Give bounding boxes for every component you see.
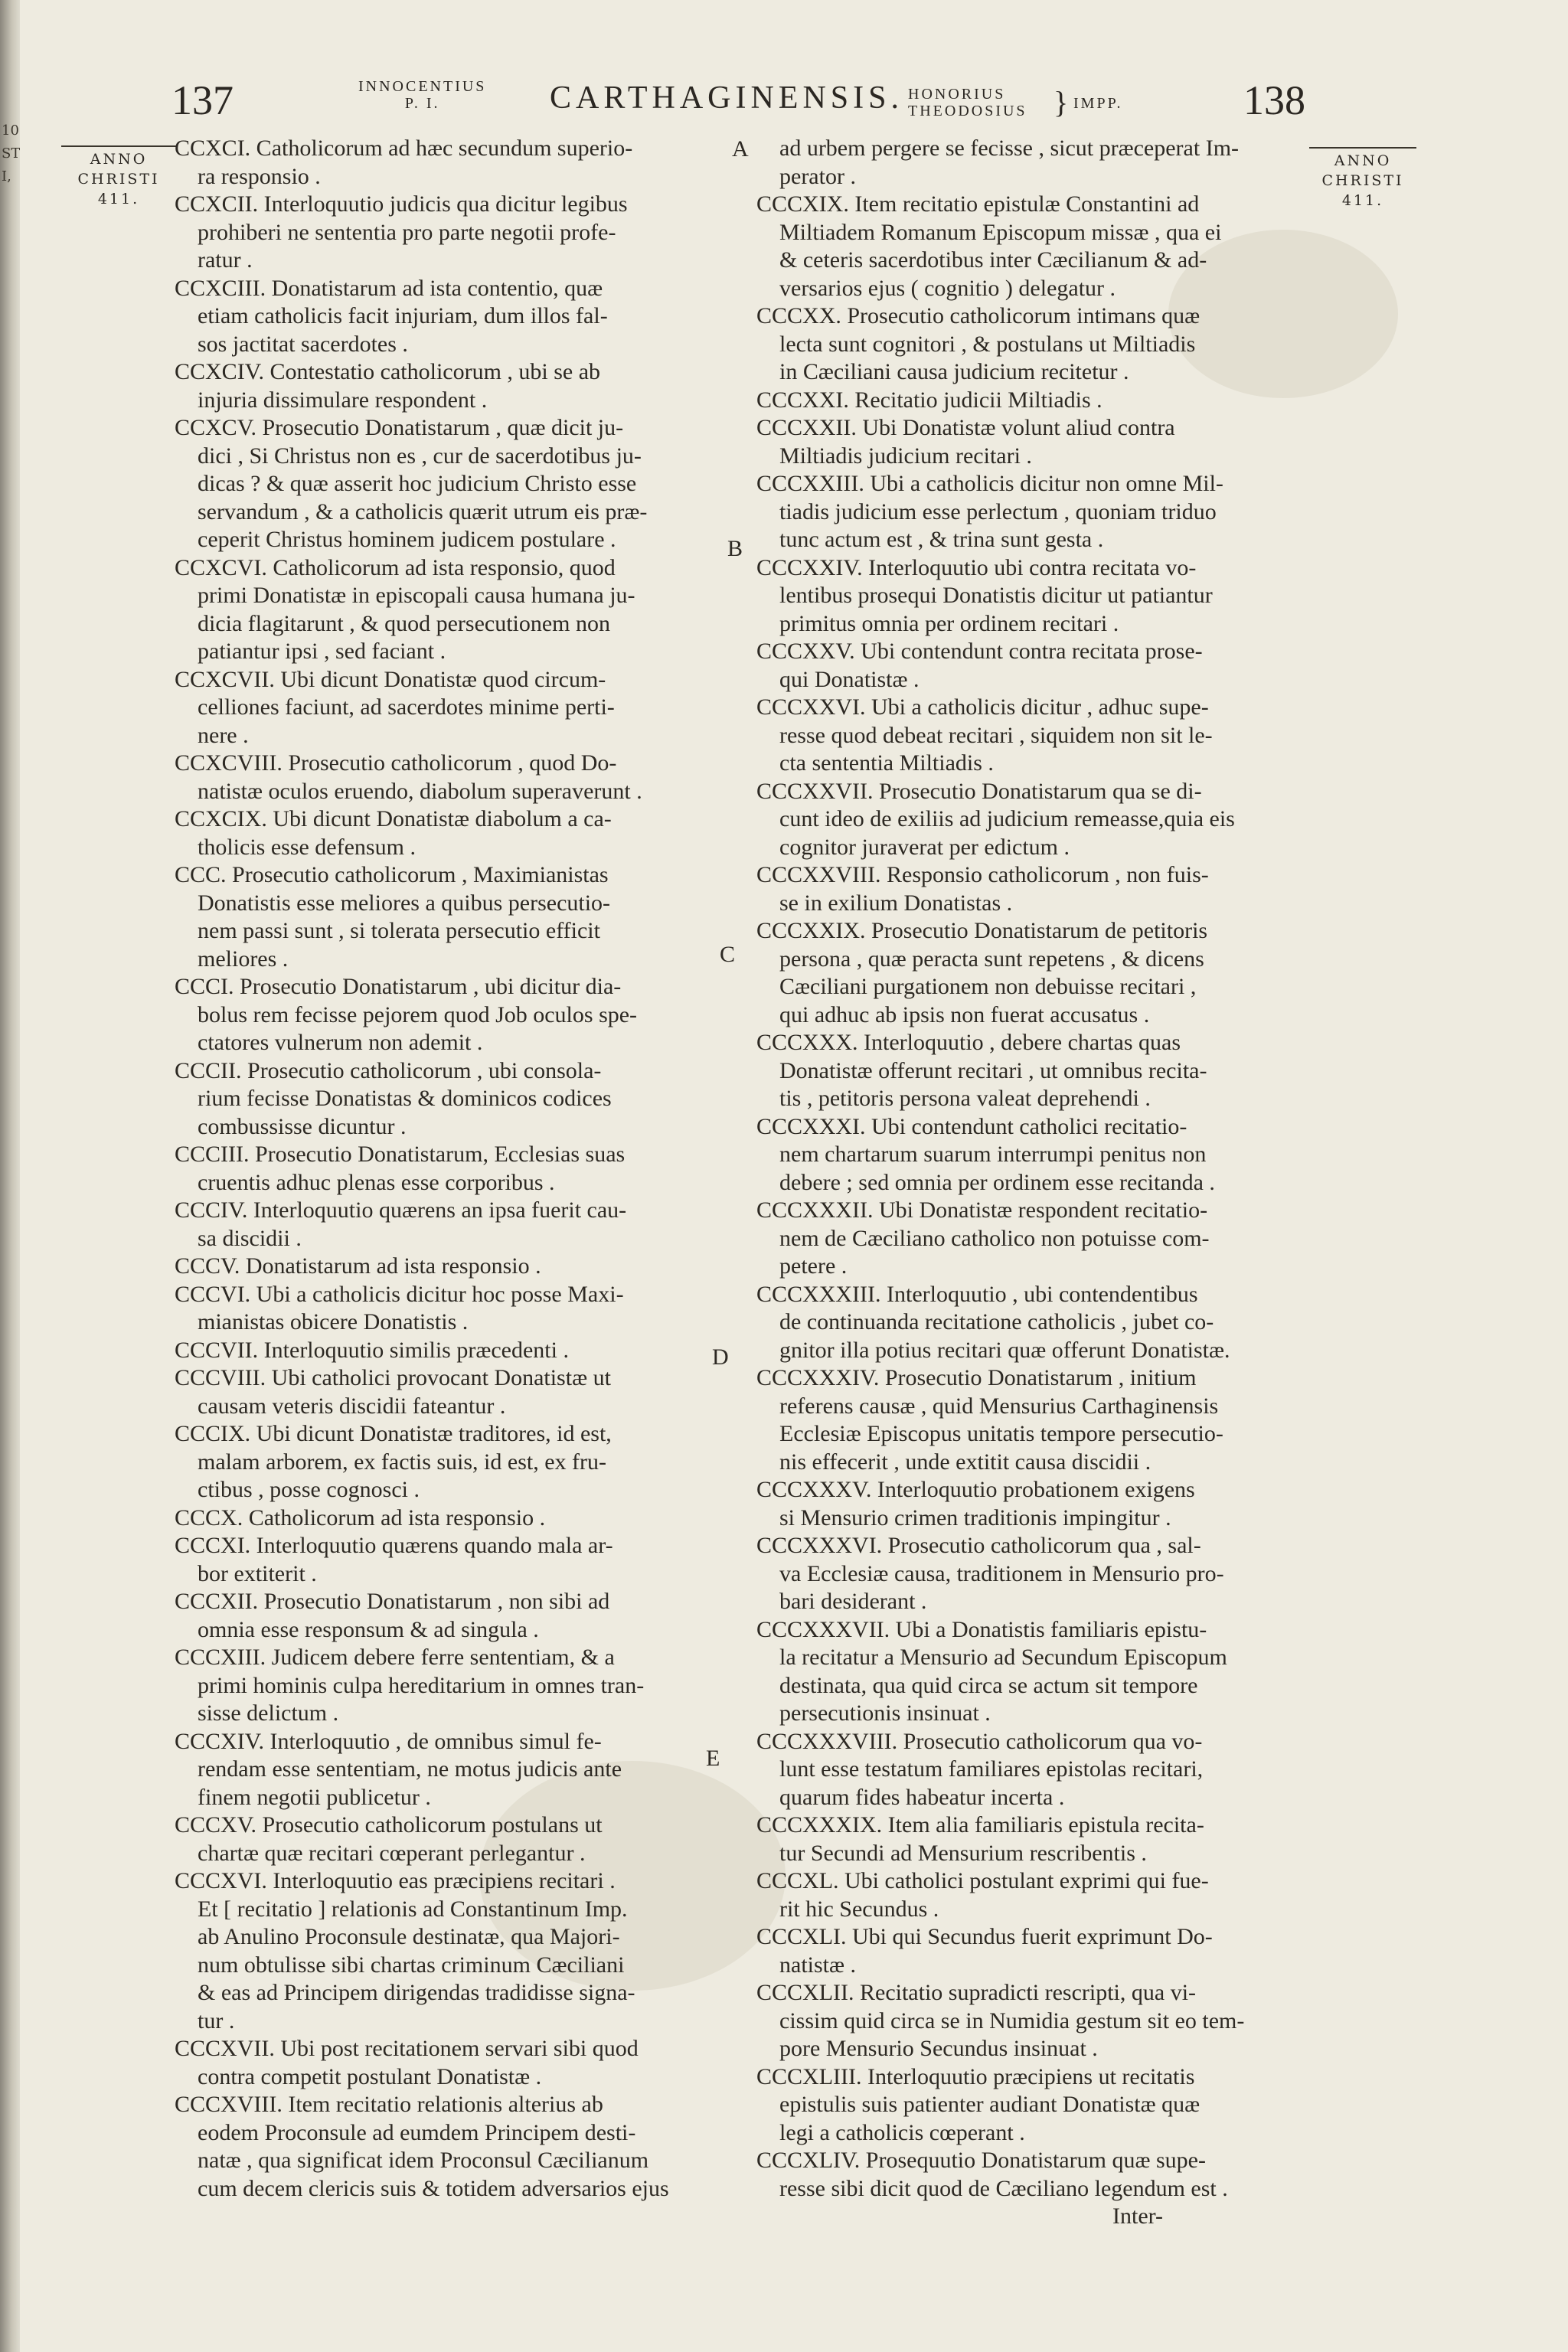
text-line: CCXCIV. Contestatio catholicorum , ubi se ab — [175, 359, 601, 384]
text-line: CCCXXXV. Interloquutio probationem exigens — [756, 1477, 1195, 1502]
text-line: ratur . — [175, 247, 253, 273]
text-line: & ceteris sacerdotibus inter Cæcilianum & ad- — [756, 247, 1207, 273]
text-line: servandum , & a catholicis quærit utrum eis præ- — [175, 498, 648, 524]
text-line: rit hic Secundus . — [756, 1896, 939, 1922]
text-line: lentibus prosequi Donatistis dicitur ut patiantur — [756, 583, 1213, 608]
text-line: bolus rem fecisse pejorem quod Job oculos spe- — [175, 1001, 638, 1027]
text-line: CCCXLIV. Prosequutio Donatistarum quæ supe- — [756, 2148, 1206, 2173]
anno-rule-left — [61, 145, 176, 147]
text-line: natistæ . — [756, 1952, 857, 1978]
text-line: natæ , qua significat idem Proconsul Cæcilianum — [175, 2148, 649, 2173]
text-line: quarum fides habeatur incerta . — [756, 1784, 1065, 1810]
text-line: malam arborem, ex factis suis, id est, ex fru- — [175, 1449, 606, 1475]
text-line: finem negotii publicetur . — [175, 1784, 431, 1810]
text-line: cta sententia Miltiadis . — [756, 750, 994, 776]
text-line: CCCXXXIII. Interloquutio , ubi contendentibus — [756, 1281, 1198, 1307]
text-line: primi hominis culpa hereditarium in omnes tran- — [175, 1672, 645, 1698]
pope-name-top: INNOCENTIUS — [358, 78, 487, 95]
text-line: tunc actum est , & trina sunt gesta . — [756, 527, 1104, 552]
text-line: de continuanda recitatione catholicis , jubet co- — [756, 1309, 1214, 1334]
left-text-column — [175, 135, 726, 2203]
text-line: CCCXXIV. Interloquutio ubi contra recitata vo- — [756, 554, 1197, 580]
text-line: prohiberi ne sententia pro parte negotii profe- — [175, 219, 616, 245]
text-line: nem passi sunt , si tolerata persecutio efficit — [175, 918, 600, 943]
text-line: CCCXL. Ubi catholici postulant exprimi qui fue- — [756, 1868, 1209, 1893]
text-line: CCCXXXII. Ubi Donatistæ respondent recitatio- — [756, 1197, 1208, 1223]
emperor-names — [908, 86, 1027, 119]
text-line: CCCXXXVII. Ubi a Donatistis familiaris epistu- — [756, 1616, 1207, 1642]
text-line: CCCXXXI. Ubi contendunt catholici recitatio- — [756, 1113, 1187, 1139]
text-line: eodem Proconsule ad eumdem Principem desti- — [175, 2119, 636, 2145]
text-line: CCCXI. Interloquutio quærens quando mala ar- — [175, 1533, 613, 1558]
text-line: ctatores vulnerum non ademit . — [175, 1030, 483, 1055]
pope-name — [358, 78, 486, 112]
text-line: CCCXVII. Ubi post recitationem servari sibi quod — [175, 2036, 639, 2061]
text-line: CCCXII. Prosecutio Donatistarum , non sibi ad — [175, 1589, 610, 1614]
text-line: num obtulisse sibi chartas criminum Cæciliani — [175, 1952, 625, 1978]
text-line: ab Anulino Proconsule destinatæ, qua Majori- — [175, 1924, 620, 1949]
text-line: Miltiadis judicium recitari . — [756, 443, 1032, 469]
emperors-abbrev: IMPP. — [1073, 95, 1123, 112]
text-line: nem de Cæciliano catholico non potuisse com- — [756, 1225, 1210, 1251]
text-line: va Ecclesiæ causa, traditionem in Mensurio pro- — [756, 1560, 1224, 1586]
spine-mark: I, — [2, 168, 11, 185]
text-line: persona , quæ peracta sunt repetens , & dicens — [756, 946, 1204, 972]
text-line: sos jactitat sacerdotes . — [175, 331, 408, 357]
text-line: versarios ejus ( cognitio ) delegatur . — [756, 275, 1116, 301]
text-line: CCCXVI. Interloquutio eas præcipiens recitari . — [175, 1868, 616, 1893]
text-line: persecutionis insinuat . — [756, 1700, 991, 1726]
text-line: CCCXXIX. Prosecutio Donatistarum de petitoris — [756, 918, 1208, 943]
page-number-left: 137 — [172, 77, 234, 123]
text-line: qui adhuc ab ipsis non fuerat accusatus . — [756, 1001, 1150, 1027]
text-line: CCCXIX. Item recitatio epistulæ Constantini ad — [756, 191, 1200, 217]
anno-christi-left — [61, 149, 176, 209]
text-line: debere ; sed omnia per ordinem esse recitanda . — [756, 1169, 1215, 1195]
spine-mark: ST — [2, 145, 21, 162]
text-line: pore Mensurio Secundus insinuat . — [756, 2036, 1098, 2061]
text-line: cum decem clericis suis & totidem adversarios ejus — [175, 2175, 669, 2201]
text-line: CCCXXXIV. Prosecutio Donatistarum , initium — [756, 1365, 1197, 1390]
text-line: omnia esse responsum & ad singula . — [175, 1616, 539, 1642]
text-line: Miltiadem Romanum Episcopum missæ , qua ei — [756, 219, 1222, 245]
anno-label: ANNO — [90, 151, 148, 168]
text-line: CCCXXXIX. Item alia familiaris epistula recita- — [756, 1812, 1204, 1838]
text-line: ceperit Christus hominem judicem postulare . — [175, 527, 616, 552]
pope-name-bottom: P. I. — [404, 95, 440, 112]
book-spine-edge — [0, 0, 20, 2352]
text-line: CCCXXV. Ubi contendunt contra recitata prose- — [756, 639, 1203, 664]
text-line: rium fecisse Donatistas & dominicos codices — [175, 1086, 612, 1111]
text-line: ra responsio . — [175, 163, 321, 189]
text-line: tur Secundi ad Mensurium rescribentis . — [756, 1840, 1147, 1866]
text-line: ctibus , posse cognosci . — [175, 1477, 420, 1502]
text-line: tiadis judicium esse perlectum , quoniam triduo — [756, 498, 1217, 524]
emperor-name-honorius: HONORIUS — [908, 86, 1006, 103]
text-line: ad urbem pergere se fecisse , sicut præceperat Im- — [756, 136, 1240, 161]
text-line: CCCXXXVI. Prosecutio catholicorum qua , sal- — [756, 1533, 1201, 1558]
text-line: CCCXLI. Ubi qui Secundus fuerit exprimunt Do- — [756, 1924, 1213, 1949]
text-line: referens causæ , quid Mensurius Carthaginensis — [756, 1393, 1219, 1419]
book-page — [20, 0, 1568, 2352]
text-line: la recitatur a Mensurio ad Secundum Episcopum — [756, 1645, 1227, 1670]
text-line: cunt ideo de exiliis ad judicium remeasse,quia eis — [756, 806, 1235, 831]
text-line: si Mensurio crimen traditionis impingitur . — [756, 1504, 1171, 1530]
text-line: dici , Si Christus non es , cur de sacerdotibus ju- — [175, 443, 642, 469]
text-line: perator . — [756, 163, 856, 189]
text-line: mianistas obicere Donatistis . — [175, 1309, 469, 1334]
text-line: Ecclesiæ Episcopus unitatis tempore persecutio- — [756, 1421, 1223, 1446]
text-line: CCXCVII. Ubi dicunt Donatistæ quod circum- — [175, 666, 606, 692]
text-line: CCCX. Catholicorum ad ista responsio . — [175, 1504, 546, 1530]
text-line: CCCVI. Ubi a catholicis dicitur hoc posse Maxi- — [175, 1281, 624, 1307]
text-line: nem chartarum suarum interrumpi penitus non — [756, 1142, 1207, 1167]
running-title: CARTHAGINENSIS. — [550, 80, 903, 116]
section-marker-d: D — [712, 1344, 729, 1370]
text-line: CCCXXI. Recitatio judicii Miltiadis . — [756, 387, 1102, 413]
text-line: CCC. Prosecutio catholicorum , Maximianistas — [175, 862, 609, 887]
text-line: CCCXV. Prosecutio catholicorum postulans ut — [175, 1812, 603, 1838]
text-line: tholicis esse defensum . — [175, 834, 416, 860]
text-line: CCCXLII. Recitatio supradicti rescripti, qua vi- — [756, 1980, 1197, 2005]
text-line: CCXCV. Prosecutio Donatistarum , quæ dicit ju- — [175, 415, 624, 440]
text-line: Inter- — [756, 2203, 1164, 2229]
year-label: 411. — [97, 191, 140, 207]
text-line: tis , petitoris persona valeat deprehendi . — [756, 1086, 1151, 1111]
text-line: resse quod debeat recitari , siquidem non sit le- — [756, 722, 1213, 748]
text-line: cognitor juraverat per edictum . — [756, 834, 1070, 860]
text-line: nis effecerit , unde extitit causa discidii . — [756, 1449, 1152, 1475]
christi-label: CHRISTI — [77, 171, 160, 188]
text-line: chartæ quæ recitari cœperant perlegantur . — [175, 1840, 586, 1866]
text-line: CCCXXII. Ubi Donatistæ volunt aliud contra — [756, 415, 1175, 440]
text-line: dicia flagitarunt , & quod persecutionem non — [175, 610, 611, 636]
text-line: se in exilium Donatistas . — [756, 890, 1013, 916]
text-line: primi Donatistæ in episcopali causa humana ju- — [175, 583, 635, 608]
text-line: dicas ? & quæ asserit hoc judicium Christo esse — [175, 471, 637, 496]
christi-label: CHRISTI — [1321, 172, 1404, 189]
text-line: sisse delictum . — [175, 1700, 339, 1726]
text-line: lecta sunt cognitori , & postulans ut Miltiadis — [756, 331, 1196, 357]
text-line: injuria dissimulare respondent . — [175, 387, 488, 413]
text-line: CCCXXXVIII. Prosecutio catholicorum qua vo- — [756, 1728, 1203, 1754]
anno-label: ANNO — [1334, 152, 1392, 169]
page-number-right: 138 — [1243, 77, 1305, 123]
text-line: bari desiderant . — [756, 1589, 927, 1614]
text-line: CCCIII. Prosecutio Donatistarum, Ecclesias suas — [175, 1142, 626, 1167]
text-line: destinata, qua quid circa se actum sit tempore — [756, 1672, 1198, 1698]
section-marker-a: A — [732, 136, 749, 162]
text-line: CCCXIV. Interloquutio , de omnibus simul fe- — [175, 1728, 602, 1754]
text-line: CCCXXX. Interloquutio , debere chartas quas — [756, 1030, 1181, 1055]
text-line: cissim quid circa se in Numidia gestum sit eo tem- — [756, 2007, 1245, 2034]
text-line: contra competit postulant Donatistæ . — [175, 2063, 542, 2089]
text-line: natistæ oculos eruendo, diabolum superaverunt . — [175, 778, 642, 804]
text-line: sa discidii . — [175, 1225, 302, 1251]
text-line: gnitor illa potius recitari quæ offerunt Donatistæ. — [756, 1337, 1230, 1363]
text-line: meliores . — [175, 946, 289, 972]
text-line: CCXCIII. Donatistarum ad ista contentio, quæ — [175, 275, 603, 301]
text-line: CCXCII. Interloquutio judicis qua dicitur legibus — [175, 191, 628, 217]
text-line: CCCII. Prosecutio catholicorum , ubi consola- — [175, 1057, 602, 1083]
text-line: Donatistæ offerunt recitari , ut omnibus recita- — [756, 1057, 1207, 1083]
section-marker-b: B — [727, 536, 743, 561]
text-line: lunt esse testatum familiares epistolas recitari, — [756, 1756, 1204, 1782]
text-line: combussisse dicuntur . — [175, 1113, 407, 1139]
text-line: CCCXX. Prosecutio catholicorum intimans quæ — [756, 303, 1200, 328]
text-line: qui Donatistæ . — [756, 666, 920, 692]
text-line: CCCXXIII. Ubi a catholicis dicitur non omne Mil- — [756, 471, 1223, 496]
text-line: epistulis suis patienter audiant Donatistæ quæ — [756, 2092, 1200, 2117]
text-line: resse sibi dicit quod de Cæciliano legendum est . — [756, 2175, 1228, 2201]
right-text-column — [756, 135, 1292, 2231]
text-line: petere . — [756, 1253, 848, 1279]
text-line: CCXCVI. Catholicorum ad ista responsio, quod — [175, 554, 616, 580]
text-line: & eas ad Principem dirigendas tradidisse signa- — [175, 1980, 635, 2005]
text-line: celliones faciunt, ad sacerdotes minime perti- — [175, 694, 615, 720]
text-line: CCCI. Prosecutio Donatistarum , ubi dicitur dia- — [175, 974, 622, 999]
text-line: CCCVII. Interloquutio similis præcedenti . — [175, 1337, 569, 1363]
text-line: rendam esse sententiam, ne motus judicis ante — [175, 1756, 622, 1782]
spine-mark: 10 — [2, 122, 19, 139]
text-line: nere . — [175, 722, 249, 748]
text-line: bor extiterit . — [175, 1560, 317, 1586]
text-line: CCCIV. Interloquutio quærens an ipsa fuerit cau- — [175, 1197, 627, 1223]
year-label: 411. — [1341, 192, 1384, 209]
text-line: CCCXIII. Judicem debere ferre sententiam, & a — [175, 1645, 615, 1670]
text-line: CCCIX. Ubi dicunt Donatistæ traditores, id est, — [175, 1421, 612, 1446]
text-line: Cæciliani purgationem non debuisse recitari , — [756, 974, 1197, 999]
text-line: CCCVIII. Ubi catholici provocant Donatistæ ut — [175, 1365, 611, 1390]
section-marker-e: E — [706, 1746, 720, 1771]
text-line: causam veteris discidii fateantur . — [175, 1393, 506, 1419]
text-line: CCXCI. Catholicorum ad hæc secundum superio- — [175, 136, 633, 161]
text-line: CCCXLIII. Interloquutio præcipiens ut recitatis — [756, 2063, 1195, 2089]
text-line: primitus omnia per ordinem recitari . — [756, 610, 1119, 636]
text-line: CCCXVIII. Item recitatio relationis alterius ab — [175, 2092, 603, 2117]
text-line: CCCV. Donatistarum ad ista responsio . — [175, 1253, 541, 1279]
text-line: Et [ recitatio ] relationis ad Constantinum Imp. — [175, 1896, 628, 1922]
text-line: CCXCVIII. Prosecutio catholicorum , quod Do- — [175, 750, 617, 776]
anno-christi-right — [1309, 151, 1416, 211]
text-line: Donatistis esse meliores a quibus persecutio- — [175, 890, 611, 916]
text-line: CCCXXVII. Prosecutio Donatistarum qua se di- — [756, 778, 1202, 804]
text-line: CCCXXVI. Ubi a catholicis dicitur , adhuc supe- — [756, 694, 1209, 720]
text-line: CCXCIX. Ubi dicunt Donatistæ diabolum a ca- — [175, 806, 612, 831]
section-marker-c: C — [720, 942, 736, 967]
text-line: legi a catholicis cœperant . — [756, 2119, 1025, 2145]
text-line: in Cæciliani causa judicium recitetur . — [756, 359, 1129, 384]
emperor-name-theodosius: THEODOSIUS — [908, 103, 1027, 119]
brace-glyph: } — [1054, 85, 1069, 119]
text-line: CCCXXVIII. Responsio catholicorum , non fuis- — [756, 862, 1209, 887]
text-line: etiam catholicis facit injuriam, dum illos fal- — [175, 303, 608, 328]
anno-rule-right — [1309, 147, 1416, 149]
text-line: cruentis adhuc plenas esse corporibus . — [175, 1169, 555, 1195]
text-line: patiantur ipsi , sed faciant . — [175, 639, 446, 664]
text-line: tur . — [175, 2007, 235, 2034]
